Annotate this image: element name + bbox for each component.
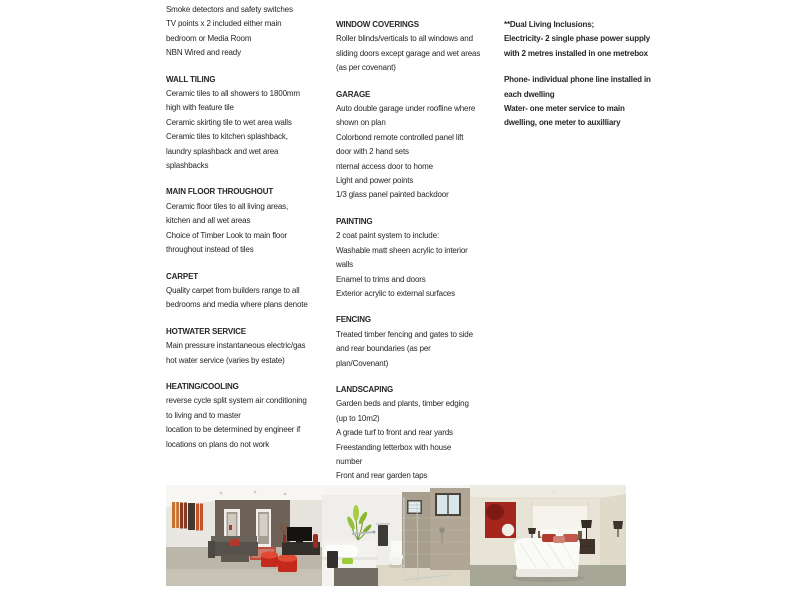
section-heading: WINDOW COVERINGS	[336, 20, 419, 29]
text-line: number	[336, 456, 363, 466]
red-artwork	[485, 502, 516, 538]
louvre-window	[407, 500, 422, 514]
text-line: Water- one meter service to main	[504, 104, 625, 114]
text-line: Smoke detectors and safety switches	[166, 5, 293, 14]
section-heading: HEATING/COOLING	[166, 381, 239, 391]
text-line: Garden beds and plants, timber edging	[336, 399, 469, 409]
column-right-dual-living	[504, 18, 674, 131]
text-line: Ceramic floor tiles to all living areas,	[166, 201, 289, 211]
text-line: and rear boundaries (as per	[336, 344, 431, 354]
text-line: Exterior acrylic to external surfaces	[336, 288, 455, 298]
text-line: NBN Wired and ready	[166, 48, 241, 58]
text-line: Enamel to trims and doors	[336, 274, 426, 284]
downlight	[553, 490, 556, 493]
section-intro	[504, 73, 674, 131]
column-middle	[336, 18, 502, 484]
section-garage	[336, 88, 502, 203]
text-line: nternal access door to home	[336, 161, 433, 171]
text-line: Phone- individual phone line installed in	[504, 75, 651, 85]
section-hotwater-service	[166, 325, 334, 368]
text-line: (as per covenant)	[336, 63, 396, 73]
text-line: reverse cycle split system air conditioning	[166, 396, 307, 406]
text-line: location to be determined by engineer if	[166, 425, 301, 435]
section-intro	[504, 18, 674, 61]
section-heading: WALL TILING	[166, 74, 216, 84]
right-doorway	[256, 509, 271, 547]
shower-window	[435, 493, 461, 516]
text-line: hot water service (varies by estate)	[166, 355, 285, 365]
vanity	[322, 541, 378, 586]
text-line: (up to 10m2)	[336, 413, 380, 423]
section-intro	[166, 3, 334, 61]
text-line: Freestanding letterbox with house	[336, 442, 452, 452]
dark-towel	[376, 524, 390, 546]
section-landscaping	[336, 383, 502, 484]
section-painting	[336, 215, 502, 301]
text-line: with 2 metres installed in one metrebox	[504, 48, 648, 58]
bathroom-photo	[322, 485, 470, 586]
section-wall-tiling	[166, 73, 334, 174]
section-heading: FENCING	[336, 315, 371, 325]
section-heading: LANDSCAPING	[336, 384, 394, 394]
section-heading: GARAGE	[336, 89, 371, 99]
text-line: A grade turf to front and rear yards	[336, 428, 453, 438]
text-line: Roller blinds/verticals to all windows and	[336, 34, 473, 44]
text-line: bedrooms and media where plans denote	[166, 300, 308, 310]
section-main-floor-throughout	[166, 185, 334, 257]
photo-strip	[166, 485, 626, 586]
text-line: Treated timber fencing and gates to side	[336, 329, 473, 339]
patterned-pillow	[553, 536, 565, 543]
red-pillow	[563, 534, 578, 542]
section-heading: CARPET	[166, 271, 198, 281]
text-line: 1/3 glass panel painted backdoor	[336, 190, 449, 200]
text-line: Ceramic skirting tile to wet area walls	[166, 117, 292, 127]
text-line: throughout instead of tiles	[166, 245, 254, 255]
text-line: high with feature tile	[166, 103, 234, 113]
downlight	[220, 492, 223, 495]
text-line: Ceramic tiles to all showers to 1800mm	[166, 89, 300, 99]
text-line: Front and rear garden taps	[336, 471, 428, 481]
text-line: Electricity- 2 single phase power supply	[504, 34, 651, 44]
text-line: door with 2 hand sets	[336, 147, 409, 157]
section-heating-cooling	[166, 380, 334, 452]
text-line: splashbacks	[166, 161, 209, 171]
text-line: Auto double garage under roofline where	[336, 104, 476, 114]
section-heading: MAIN FLOOR THROUGHOUT	[166, 187, 274, 197]
section-fencing	[336, 313, 502, 371]
text-line: Choice of Timber Look to main floor	[166, 230, 288, 240]
text-line: kitchen and all wet areas	[166, 216, 251, 226]
text-line: **Dual Living Inclusions;	[504, 20, 595, 29]
text-line: sliding doors except garage and wet areas	[336, 48, 481, 58]
text-line: TV points x 2 included either main	[166, 19, 282, 29]
text-line: laundry splashback and wet area	[166, 146, 279, 156]
text-line: each dwelling	[504, 89, 555, 99]
section-window-coverings	[336, 18, 502, 76]
text-line: plan/Covenant)	[336, 358, 389, 368]
lamp	[581, 520, 592, 528]
text-line: Main pressure instantaneous electric/gas	[166, 341, 306, 351]
lamp	[528, 528, 536, 534]
section-heading: HOTWATER SERVICE	[166, 326, 246, 336]
text-line: locations on plans do not work	[166, 439, 270, 449]
living-room-photo	[166, 485, 322, 586]
text-line: Washable matt sheen acrylic to interior	[336, 245, 468, 255]
downlight	[284, 493, 287, 496]
column-left	[166, 3, 334, 452]
text-line: shown on plan	[336, 118, 386, 128]
bedroom-photo	[470, 485, 626, 586]
text-line: dwelling, one meter to auxilliary	[504, 118, 621, 128]
text-line: bedroom or Media Room	[166, 33, 252, 43]
text-line: to living and to master	[166, 410, 241, 420]
text-line: walls	[336, 260, 354, 270]
text-line: 2 coat paint system to include:	[336, 231, 439, 241]
text-line: Quality carpet from builders range to all	[166, 285, 300, 295]
section-heading: PAINTING	[336, 216, 373, 226]
section-carpet	[166, 270, 334, 313]
text-line: Light and power points	[336, 176, 414, 186]
text-line: Ceramic tiles to kitchen splashback,	[166, 132, 288, 142]
text-line: Colorbond remote controlled panel lift	[336, 132, 464, 142]
downlight	[254, 491, 257, 494]
green-soap	[342, 558, 353, 564]
